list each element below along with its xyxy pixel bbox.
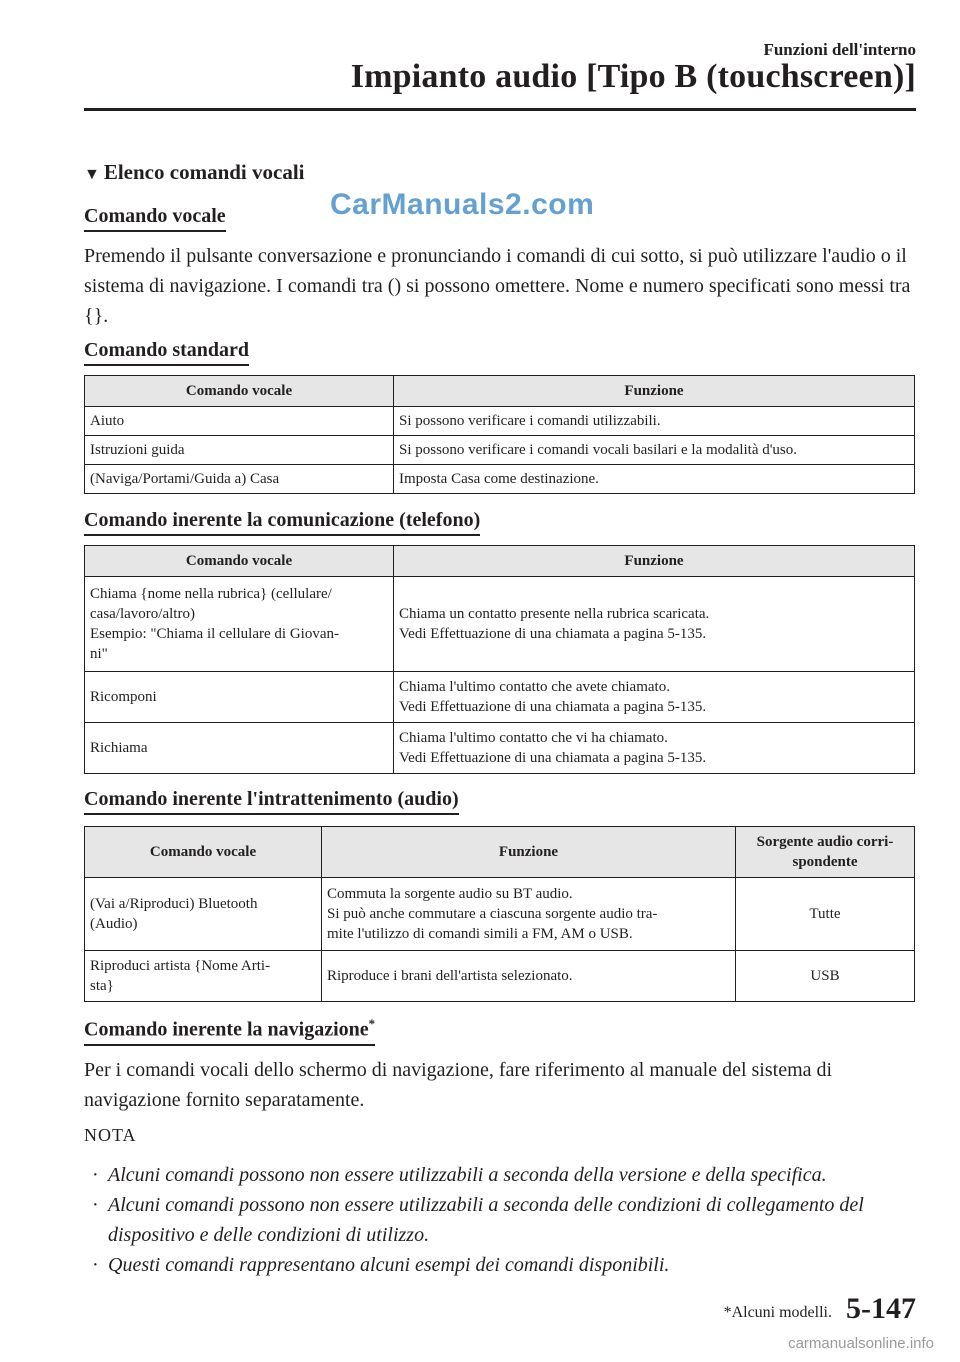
table-row [85, 465, 915, 494]
list-item [88, 1190, 918, 1250]
cell-line: (Vai a/Riproduci) Bluetooth [90, 896, 258, 912]
table-row [85, 878, 915, 951]
site-watermark: carmanualsonline.info [788, 1335, 934, 1352]
column-header: Comando vocale [85, 546, 394, 577]
cell-line: Vedi Effettuazione di una chiamata a pagina 5-135. [399, 626, 707, 642]
cell-line: sta} [90, 978, 114, 994]
column-header: Funzione [394, 376, 915, 407]
column-header: Sorgente audio corri-spondente [736, 827, 915, 878]
header-subtitle: Funzioni dell'interno [763, 40, 916, 59]
cell-line: Richiama [90, 740, 148, 756]
cell-line: Chiama {nome nella rubrica} (cellulare/ [90, 586, 332, 602]
watermark: CarManuals2.com [330, 188, 595, 221]
command-cell [85, 951, 322, 1002]
list-item [88, 1250, 918, 1280]
cell-line: Chiama l'ultimo contatto che avete chiamato. [399, 679, 670, 695]
table-row [85, 672, 915, 723]
heading-audio: Comando inerente l'intrattenimento (audio) [84, 788, 459, 815]
function-cell [394, 577, 915, 672]
column-header: Funzione [394, 546, 915, 577]
function-cell: Si possono verificare i comandi vocali basilari e la modalità d'uso. [394, 436, 915, 465]
command-cell: Aiuto [85, 407, 394, 436]
audio-table [84, 826, 915, 1002]
heading-comando-standard: Comando standard [84, 339, 249, 366]
heading-navigazione [84, 1016, 375, 1046]
table-row [85, 436, 915, 465]
header-rule [84, 108, 916, 111]
function-cell: Si possono verificare i comandi utilizzabili. [394, 407, 915, 436]
table-row [85, 577, 915, 672]
section-title-text: Elenco comandi vocali [103, 160, 305, 184]
cell-line: Ricomponi [90, 689, 157, 705]
column-header: Comando vocale [85, 827, 322, 878]
cell-line: casa/lavoro/altro) [90, 606, 195, 622]
list-item [88, 1160, 918, 1190]
heading-comando-vocale: Comando vocale [84, 205, 226, 232]
telefono-table [84, 545, 915, 774]
bullet-icon: · [92, 1194, 99, 1216]
cell-line: Esempio: "Chiama il cellulare di Giovan- [90, 626, 339, 642]
nota-list [88, 1160, 918, 1280]
cell-line: Commuta la sorgente audio su BT audio. [327, 886, 573, 902]
heading-navigazione-text: Comando inerente la navigazione [84, 1018, 369, 1041]
asterisk-marker: * [368, 1016, 376, 1031]
command-cell [85, 878, 322, 951]
cell-line: Vedi Effettuazione di una chiamata a pagina 5-135. [399, 699, 707, 715]
function-cell [322, 951, 736, 1002]
cell-line: Riproduci artista {Nome Arti- [90, 958, 271, 974]
command-cell [85, 672, 394, 723]
intro-paragraph: Premendo il pulsante conversazione e pronunciando i comandi di cui sotto, si può utilizzare l'audio o il sistema di navigazione. I comandi tra () si possono omettere. Nome e numero specificati sono messi tra {}. [84, 245, 911, 327]
section-title [84, 160, 305, 185]
page-title: Impianto audio [Tipo B (touchscreen)] [350, 58, 916, 95]
command-cell [85, 577, 394, 672]
command-cell [85, 723, 394, 774]
bullet-text: Alcuni comandi possono non essere utilizzabili a seconda della versione e della specifica. [108, 1164, 827, 1186]
page-number: 5-147 [846, 1292, 916, 1325]
cell-line: mite l'utilizzo di comandi simili a FM, AM o USB. [327, 926, 633, 942]
bullet-icon: · [92, 1164, 99, 1186]
source-cell: USB [736, 951, 915, 1002]
cell-line: (Audio) [90, 916, 138, 932]
cell-line: Chiama l'ultimo contatto che vi ha chiamato. [399, 730, 668, 746]
nota-label: NOTA [84, 1125, 137, 1145]
cell-line: Vedi Effettuazione di una chiamata a pagina 5-135. [399, 750, 707, 766]
cell-line: Si può anche commutare a ciascuna sorgente audio tra- [327, 906, 658, 922]
function-cell [394, 723, 915, 774]
function-cell [322, 878, 736, 951]
bullet-icon: · [92, 1254, 99, 1276]
column-header: Funzione [322, 827, 736, 878]
table-row [85, 951, 915, 1002]
cell-line: Riproduce i brani dell'artista selezionato. [327, 968, 573, 984]
cell-line: ni" [90, 646, 108, 662]
column-header: Comando vocale [85, 376, 394, 407]
navigazione-paragraph: Per i comandi vocali dello schermo di navigazione, fare riferimento al manuale del sistema di navigazione fornito separatamente. [84, 1059, 833, 1111]
bullet-text: Questi comandi rappresentano alcuni esempi dei comandi disponibili. [108, 1254, 670, 1276]
command-cell: Istruzioni guida [85, 436, 394, 465]
table-row [85, 723, 915, 774]
triangle-down-icon: ▼ [84, 166, 100, 183]
bullet-text: Alcuni comandi possono non essere utilizzabili a seconda delle condizioni di collegamento del dispositivo e delle condizioni di utilizzo. [108, 1194, 864, 1246]
function-cell: Imposta Casa come destinazione. [394, 465, 915, 494]
table-row [85, 407, 915, 436]
cell-line: Chiama un contatto presente nella rubrica scaricata. [399, 606, 710, 622]
function-cell [394, 672, 915, 723]
command-cell: (Naviga/Portami/Guida a) Casa [85, 465, 394, 494]
standard-table [84, 375, 915, 494]
source-cell: Tutte [736, 878, 915, 951]
heading-telefono: Comando inerente la comunicazione (telefono) [84, 509, 480, 536]
footnote: *Alcuni modelli. [723, 1304, 832, 1321]
